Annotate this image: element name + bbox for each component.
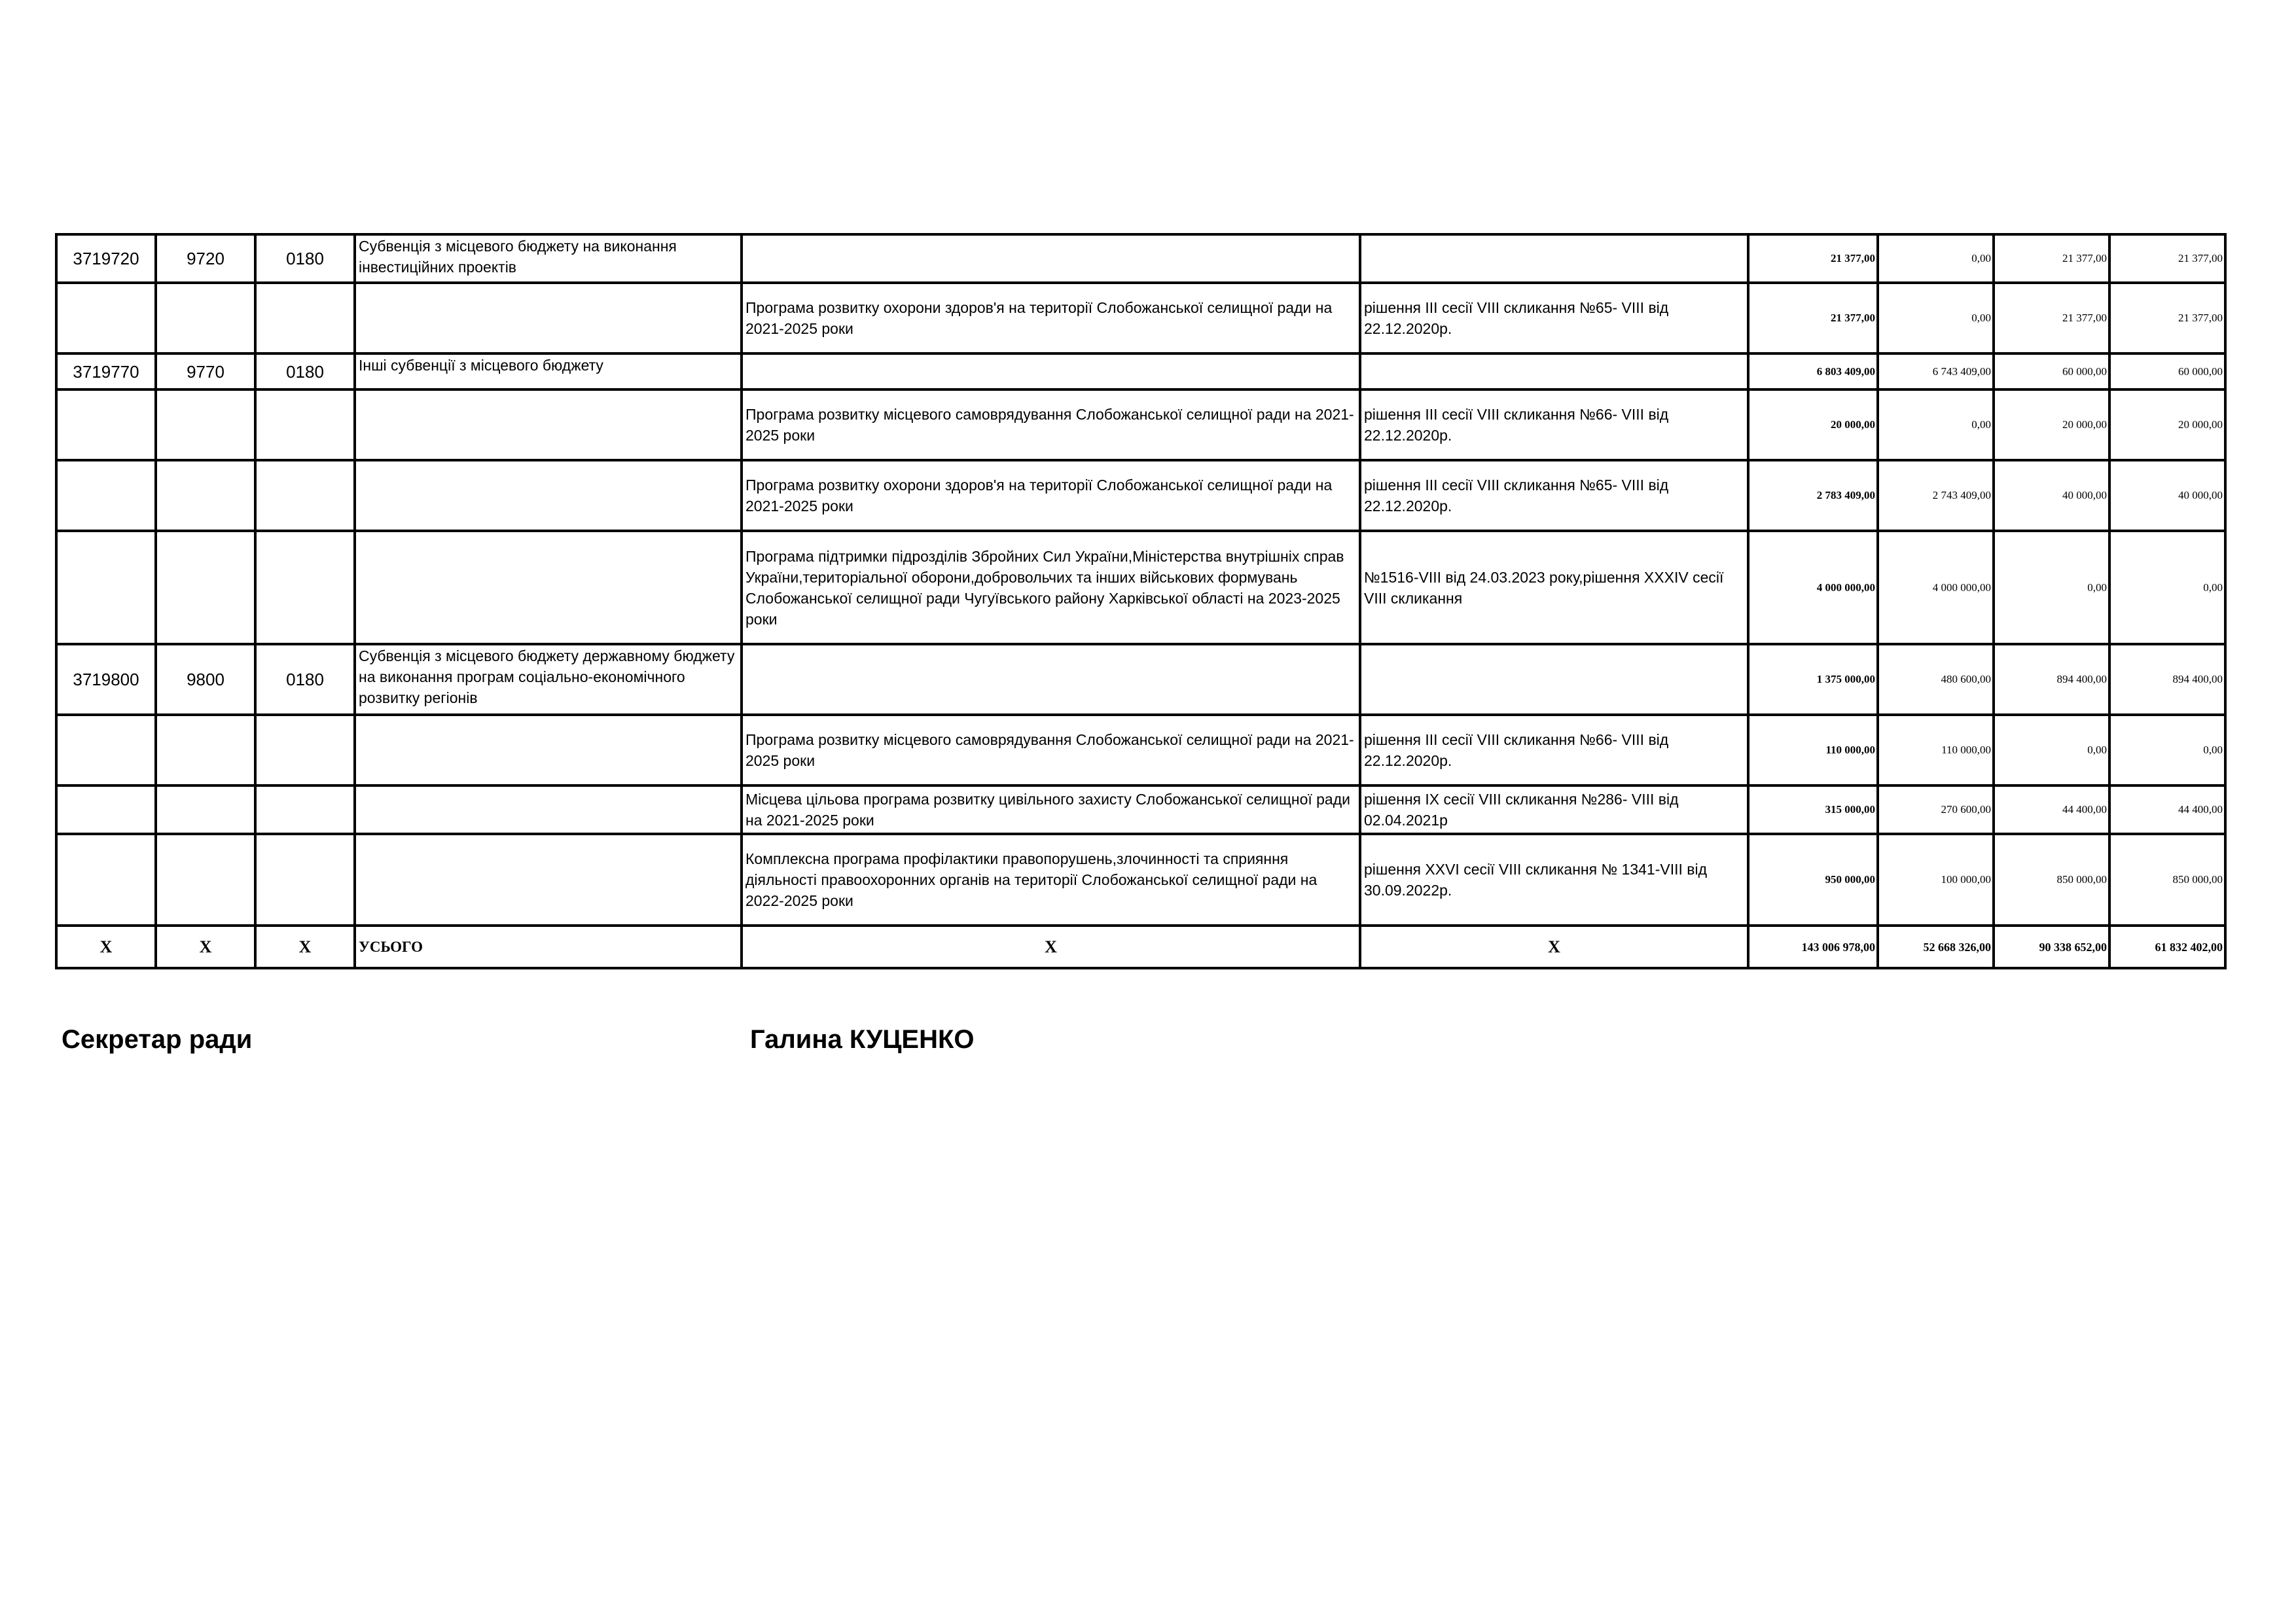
cell-decision: рішення XXVI сесії VIII скликання № 1341-VIII від 30.09.2022р.	[1360, 834, 1748, 926]
cell-kpkvk	[56, 283, 156, 353]
cell-program: Місцева цільова програма розвитку цивільного захисту Слобожанської селищної ради на 2021-2025 роки	[742, 785, 1360, 834]
table-row	[56, 460, 2225, 531]
cell-general-fund: 6 743 409,00	[1878, 353, 1994, 389]
totals-row	[56, 926, 2225, 968]
cell-special-fund: 850 000,00	[1994, 834, 2109, 926]
cell-total: 950 000,00	[1748, 834, 1878, 926]
cell-development-budget: 44 400,00	[2109, 785, 2225, 834]
budget-table-container	[55, 233, 2224, 969]
cell-name	[355, 834, 742, 926]
cell-decision: рішення IX сесії VIII скликання №286- VIII від 02.04.2021р	[1360, 785, 1748, 834]
total-cell-code2: Х	[156, 926, 255, 968]
cell-program: Програма розвитку місцевого самоврядування Слобожанської селищної ради на 2021-2025 роки	[742, 389, 1360, 460]
cell-kfkvk	[156, 531, 255, 644]
cell-name: Субвенція з місцевого бюджету державному бюджету на виконання програм соціально-економічного розвитку регіонів	[355, 644, 742, 715]
cell-decision: рішення III сесії VIII скликання №65- VIII від 22.12.2020р.	[1360, 283, 1748, 353]
cell-program: Програма підтримки підрозділів Збройних Сил України,Міністерства внутрішніх справ України,територіальної оборони,добровольчих та інших військових формувань Слобожанської селищної ради Чугуївського району Харківської області на 2023-2025 роки	[742, 531, 1360, 644]
cell-kpkvk	[56, 389, 156, 460]
cell-decision: №1516-VIII від 24.03.2023 року,рішення XXXIV сесії VIII скликання	[1360, 531, 1748, 644]
cell-program: Програма розвитку охорони здоров'я на території Слобожанської селищної ради на 2021-2025 роки	[742, 283, 1360, 353]
cell-kpkvk	[56, 531, 156, 644]
cell-kfk	[255, 715, 355, 785]
cell-total: 21 377,00	[1748, 283, 1878, 353]
budget-table	[55, 233, 2227, 969]
cell-program: Програма розвитку охорони здоров'я на території Слобожанської селищної ради на 2021-2025 роки	[742, 460, 1360, 531]
table-row	[56, 531, 2225, 644]
table-row	[56, 785, 2225, 834]
table-row	[56, 283, 2225, 353]
cell-development-budget: 0,00	[2109, 715, 2225, 785]
cell-decision: рішення III сесії VIII скликання №66- VIII від 22.12.2020р.	[1360, 715, 1748, 785]
cell-kfk	[255, 834, 355, 926]
cell-kfk: 0180	[255, 234, 355, 283]
cell-total: 1 375 000,00	[1748, 644, 1878, 715]
cell-name	[355, 785, 742, 834]
cell-general-fund: 480 600,00	[1878, 644, 1994, 715]
cell-kfkvk	[156, 834, 255, 926]
cell-kpkvk: 3719770	[56, 353, 156, 389]
cell-total: 20 000,00	[1748, 389, 1878, 460]
cell-general-fund: 270 600,00	[1878, 785, 1994, 834]
total-amount: 143 006 978,00	[1748, 926, 1878, 968]
cell-general-fund: 100 000,00	[1878, 834, 1994, 926]
cell-kpkvk	[56, 834, 156, 926]
cell-kfk	[255, 531, 355, 644]
cell-decision	[1360, 644, 1748, 715]
cell-decision: рішення III сесії VIII скликання №65- VIII від 22.12.2020р.	[1360, 460, 1748, 531]
cell-general-fund: 0,00	[1878, 389, 1994, 460]
cell-kfk	[255, 785, 355, 834]
cell-name	[355, 460, 742, 531]
cell-total: 315 000,00	[1748, 785, 1878, 834]
cell-general-fund: 0,00	[1878, 283, 1994, 353]
cell-kfkvk	[156, 460, 255, 531]
cell-general-fund: 4 000 000,00	[1878, 531, 1994, 644]
cell-general-fund: 2 743 409,00	[1878, 460, 1994, 531]
total-cell-code1: Х	[56, 926, 156, 968]
cell-name: Субвенція з місцевого бюджету на виконання інвестиційних проектів	[355, 234, 742, 283]
table-body	[56, 234, 2225, 926]
cell-total: 21 377,00	[1748, 234, 1878, 283]
cell-program: Програма розвитку місцевого самоврядування Слобожанської селищної ради на 2021-2025 роки	[742, 715, 1360, 785]
cell-development-budget: 894 400,00	[2109, 644, 2225, 715]
cell-kpkvk: 3719800	[56, 644, 156, 715]
cell-decision: рішення III сесії VIII скликання №66- VIII від 22.12.2020р.	[1360, 389, 1748, 460]
cell-kfk: 0180	[255, 644, 355, 715]
table-row	[56, 389, 2225, 460]
cell-special-fund: 0,00	[1994, 531, 2109, 644]
total-cell-decision: Х	[1360, 926, 1748, 968]
cell-kfkvk	[156, 389, 255, 460]
cell-total: 4 000 000,00	[1748, 531, 1878, 644]
cell-development-budget: 20 000,00	[2109, 389, 2225, 460]
cell-kfk	[255, 389, 355, 460]
signature-title: Секретар ради	[62, 1025, 253, 1054]
cell-kfkvk	[156, 715, 255, 785]
cell-development-budget: 850 000,00	[2109, 834, 2225, 926]
cell-development-budget: 40 000,00	[2109, 460, 2225, 531]
cell-special-fund: 21 377,00	[1994, 283, 2109, 353]
cell-program: Комплексна програма профілактики правопорушень,злочинності та сприяння діяльності правоохоронних органів на території Слобожанської селищної ради на 2022-2025 роки	[742, 834, 1360, 926]
signature-name: Галина КУЦЕНКО	[750, 1025, 975, 1054]
cell-decision	[1360, 234, 1748, 283]
cell-kfkvk: 9800	[156, 644, 255, 715]
cell-general-fund: 0,00	[1878, 234, 1994, 283]
cell-kfk	[255, 460, 355, 531]
cell-special-fund: 60 000,00	[1994, 353, 2109, 389]
cell-decision	[1360, 353, 1748, 389]
cell-special-fund: 20 000,00	[1994, 389, 2109, 460]
cell-program	[742, 644, 1360, 715]
total-special-fund: 90 338 652,00	[1994, 926, 2109, 968]
table-row	[56, 353, 2225, 389]
cell-kpkvk: 3719720	[56, 234, 156, 283]
cell-total: 2 783 409,00	[1748, 460, 1878, 531]
cell-kfkvk	[156, 785, 255, 834]
cell-kfk: 0180	[255, 353, 355, 389]
cell-kpkvk	[56, 785, 156, 834]
cell-development-budget: 0,00	[2109, 531, 2225, 644]
cell-development-budget: 21 377,00	[2109, 234, 2225, 283]
cell-special-fund: 40 000,00	[1994, 460, 2109, 531]
cell-development-budget: 21 377,00	[2109, 283, 2225, 353]
total-cell-program: Х	[742, 926, 1360, 968]
cell-special-fund: 21 377,00	[1994, 234, 2109, 283]
table-row	[56, 715, 2225, 785]
cell-general-fund: 110 000,00	[1878, 715, 1994, 785]
cell-total: 6 803 409,00	[1748, 353, 1878, 389]
cell-program	[742, 353, 1360, 389]
cell-special-fund: 0,00	[1994, 715, 2109, 785]
cell-name: Інші субвенції з місцевого бюджету	[355, 353, 742, 389]
table-row	[56, 644, 2225, 715]
cell-special-fund: 894 400,00	[1994, 644, 2109, 715]
cell-name	[355, 715, 742, 785]
table-row	[56, 234, 2225, 283]
cell-total: 110 000,00	[1748, 715, 1878, 785]
cell-kfkvk	[156, 283, 255, 353]
cell-name	[355, 531, 742, 644]
cell-name	[355, 389, 742, 460]
cell-kfk	[255, 283, 355, 353]
cell-program	[742, 234, 1360, 283]
cell-kfkvk: 9770	[156, 353, 255, 389]
cell-kpkvk	[56, 460, 156, 531]
cell-special-fund: 44 400,00	[1994, 785, 2109, 834]
cell-name	[355, 283, 742, 353]
total-cell-code3: Х	[255, 926, 355, 968]
total-label: УСЬОГО	[355, 926, 742, 968]
cell-kfkvk: 9720	[156, 234, 255, 283]
table-row	[56, 834, 2225, 926]
total-general-fund: 52 668 326,00	[1878, 926, 1994, 968]
total-development-budget: 61 832 402,00	[2109, 926, 2225, 968]
cell-kpkvk	[56, 715, 156, 785]
cell-development-budget: 60 000,00	[2109, 353, 2225, 389]
